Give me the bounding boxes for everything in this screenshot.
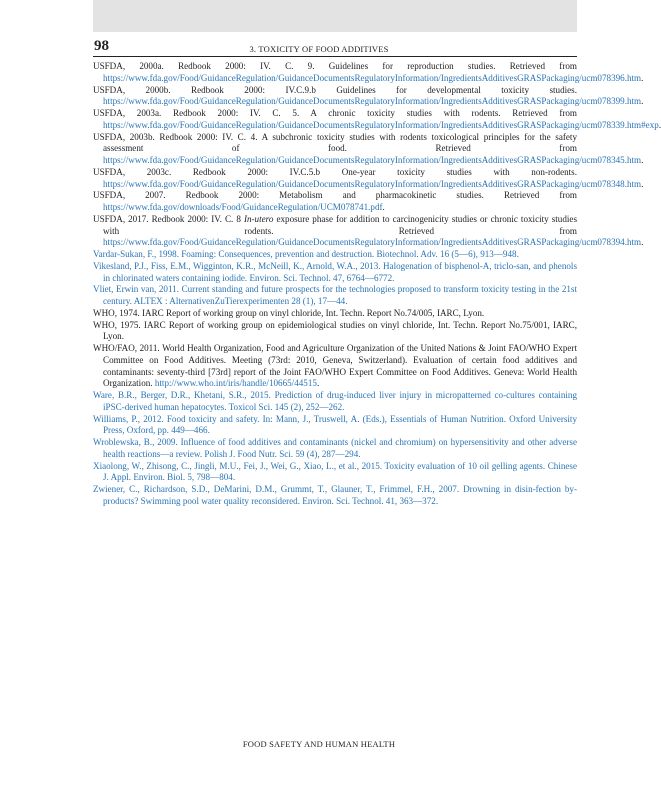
reference-who-1974: WHO, 1974. IARC Report of working group on vinyl chloride, Int. Techn. Report No.74/005, IARC, Lyon.	[93, 307, 485, 318]
reference-link[interactable]: https://www.fda.gov/Food/GuidanceRegulation/GuidanceDocumentsRegulatoryInformation/IngredientsAdditivesGRASPackaging/ucm078394.htm	[103, 237, 642, 248]
reference-link[interactable]: https://www.fda.gov/Food/GuidanceRegulation/GuidanceDocumentsRegulatoryInformation/IngredientsAdditivesGRASPackaging/ucm078399.htm	[103, 96, 642, 107]
reference-who-1975: WHO, 1975. IARC Report of working group on epidemiological studies on vinyl chloride, Int. Techn. Report No.75/001, IARC, Lyon.	[93, 319, 577, 342]
reference-vardar-sukan-1998[interactable]: Vardar-Sukan, F., 1998. Foaming: Consequences, prevention and destruction. Biotechnol. Adv. 16 (5—6), 913—948.	[93, 249, 519, 259]
reference-xiaolong-2015[interactable]: Xiaolong, W., Zhisong, C., Jingli, M.U., Fei, J., Wei, G., Xiao, L., et al., 2015. Toxicity evaluation of 10 oil gelling agents. Chinese J. Appl. Environ. Biol. 5, 798—804.	[93, 460, 577, 483]
header-bar	[93, 0, 577, 32]
reference-williams-2012[interactable]: Williams, P., 2012. Food toxicity and safety. In: Mann, J., Truswell, A. (Eds.), Essentials of Human Nutrition. Oxford University Press, Oxford, pp. 449—466.	[93, 413, 577, 436]
reference-wroblewska-2009[interactable]: Wroblewska, B., 2009. Influence of food additives and contaminants (nickel and chromium) on hypersensitivity and other adverse health reactions—a review. Polish J. Food Nutr. Sci. 59 (4), 287—294.	[93, 437, 577, 459]
reference-usfda-2007: USFDA, 2007. Redbook 2000: Metabolism and pharmacokinetic studies. Retrieved from https://www.fda.gov/downloads/Food/GuidanceRegulation/UCM078741.pdf.	[93, 190, 577, 212]
reference-usfda-2017: USFDA, 2017. Redbook 2000: IV. C. 8 In-utero exposure phase for addition to carcinogenicity studies or chronic toxicity studies with rodents. Retrieved from https://www.fda.gov/Food/GuidanceRegulation/GuidanceDocumentsRegulatoryInformation/IngredientsAdditivesGRASPackaging/ucm078394.htm.	[93, 213, 644, 248]
reference-usfda-2003c: USFDA, 2003c. Redbook 2000: IV.C.5.b One-year toxicity studies with non-rodents. https://www.fda.gov/Food/GuidanceRegulation/GuidanceDocumentsRegulatoryInformation/IngredientsAdditivesGRASPackaging/ucm078348.htm.	[93, 166, 644, 189]
reference-link[interactable]: https://www.fda.gov/Food/GuidanceRegulation/GuidanceDocumentsRegulatoryInformation/IngredientsAdditivesGRASPackaging/ucm078396.htm	[103, 72, 642, 83]
reference-usfda-2003b: USFDA, 2003b. Redbook 2000: IV. C. 4. A subchronic toxicity studies with rodents toxicological principles for the safety assessment of food. Retrieved from https://www.fda.gov/Food/GuidanceRegulation/GuidanceDocumentsRegulatoryInformation/IngredientsAdditivesGRASPackaging/ucm078345.htm.	[93, 131, 644, 165]
header-rule	[93, 56, 577, 57]
reference-usfda-2000a: USFDA, 2000a. Redbook 2000: IV. C. 9. Guidelines for reproduction studies. Retrieved from https://www.fda.gov/Food/GuidanceRegulation/GuidanceDocumentsRegulatoryInformation/IngredientsAdditivesGRASPackaging/ucm078396.htm.	[93, 61, 644, 83]
reference-vikesland-2013[interactable]: Vikesland, P.J., Fiss, E.M., Wigginton, K.R., McNeill, K., Arnold, W.A., 2013. Halogenation of bisphenol-A, triclo-san, and phenols in chlorinated waters containing iodide. Environ. Sci. Technol. 47, 6764—6772.	[93, 260, 577, 283]
reference-ware-2015[interactable]: Ware, B.R., Berger, D.R., Khetani, S.R., 2015. Prediction of drug-induced liver injury in micropatterned co-cultures containing iPSC-derived human hepatocytes. Toxicol Sci. 145 (2), 252—262.	[93, 390, 577, 412]
reference-link[interactable]: https://www.fda.gov/Food/GuidanceRegulation/GuidanceDocumentsRegulatoryInformation/IngredientsAdditivesGRASPackaging/ucm078348.htm	[103, 178, 642, 189]
reference-link[interactable]: https://www.fda.gov/Food/GuidanceRegulation/GuidanceDocumentsRegulatoryInformation/IngredientsAdditivesGRASPackaging/ucm078339.htm#exp	[103, 119, 659, 130]
reference-list	[93, 61, 661, 508]
running-title: 3. TOXICITY OF FOOD ADDITIVES	[249, 44, 389, 54]
page-number: 98	[94, 38, 109, 54]
reference-link[interactable]: https://www.fda.gov/downloads/Food/GuidanceRegulation/UCM078741.pdf	[103, 202, 383, 212]
reference-link[interactable]: http://www.who.int/iris/handle/10665/44515	[154, 378, 317, 389]
reference-usfda-2003a: USFDA, 2003a. Redbook 2000: IV. C. 5. A chronic toxicity studies with rodents. Retrieved from https://www.fda.gov/Food/GuidanceRegulation/GuidanceDocumentsRegulatoryInformation/IngredientsAdditivesGRASPackaging/ucm078339.htm#exp.	[93, 108, 661, 130]
reference-who-fao-2011: WHO/FAO, 2011. World Health Organization, Food and Agriculture Organization of the United Nations & Joint FAO/WHO Expert Committee on Food Additives. Meeting (73rd: 2010, Geneva, Switzerland). Evaluation of certain food additives and contaminants: seventy-third [73rd] report of the Joint FAO/WHO Expert Committee on Food Additives. Geneva: World Health Organization. http://www.who.int/iris/handle/10665/44515.	[93, 343, 577, 389]
reference-vliet-2011[interactable]: Vliet, Erwin van, 2011. Current standing and future prospects for the technologies proposed to transform toxicity testing in the 21st century. ALTEX : AlternativenZuTierexperimenten 28 (1), 17—44.	[93, 284, 577, 306]
reference-usfda-2000b: USFDA, 2000b. Redbook 2000: IV.C.9.b Guidelines for developmental toxicity studies. https://www.fda.gov/Food/GuidanceRegulation/GuidanceDocumentsRegulatoryInformation/IngredientsAdditivesGRASPackaging/ucm078399.htm.	[93, 84, 644, 107]
reference-link[interactable]: https://www.fda.gov/Food/GuidanceRegulation/GuidanceDocumentsRegulatoryInformation/IngredientsAdditivesGRASPackaging/ucm078345.htm	[103, 155, 642, 165]
reference-zwiener-2007[interactable]: Zwiener, C., Richardson, S.D., DeMarini, D.M., Grummt, T., Glauner, T., Frimmel, F.H., 2007. Drowning in disin-fection by-products? Swimming pool water quality reconsidered. Environ. Sci. Technol. 41, 363—372.	[93, 484, 577, 506]
book-title-footer: FOOD SAFETY AND HUMAN HEALTH	[242, 739, 396, 749]
